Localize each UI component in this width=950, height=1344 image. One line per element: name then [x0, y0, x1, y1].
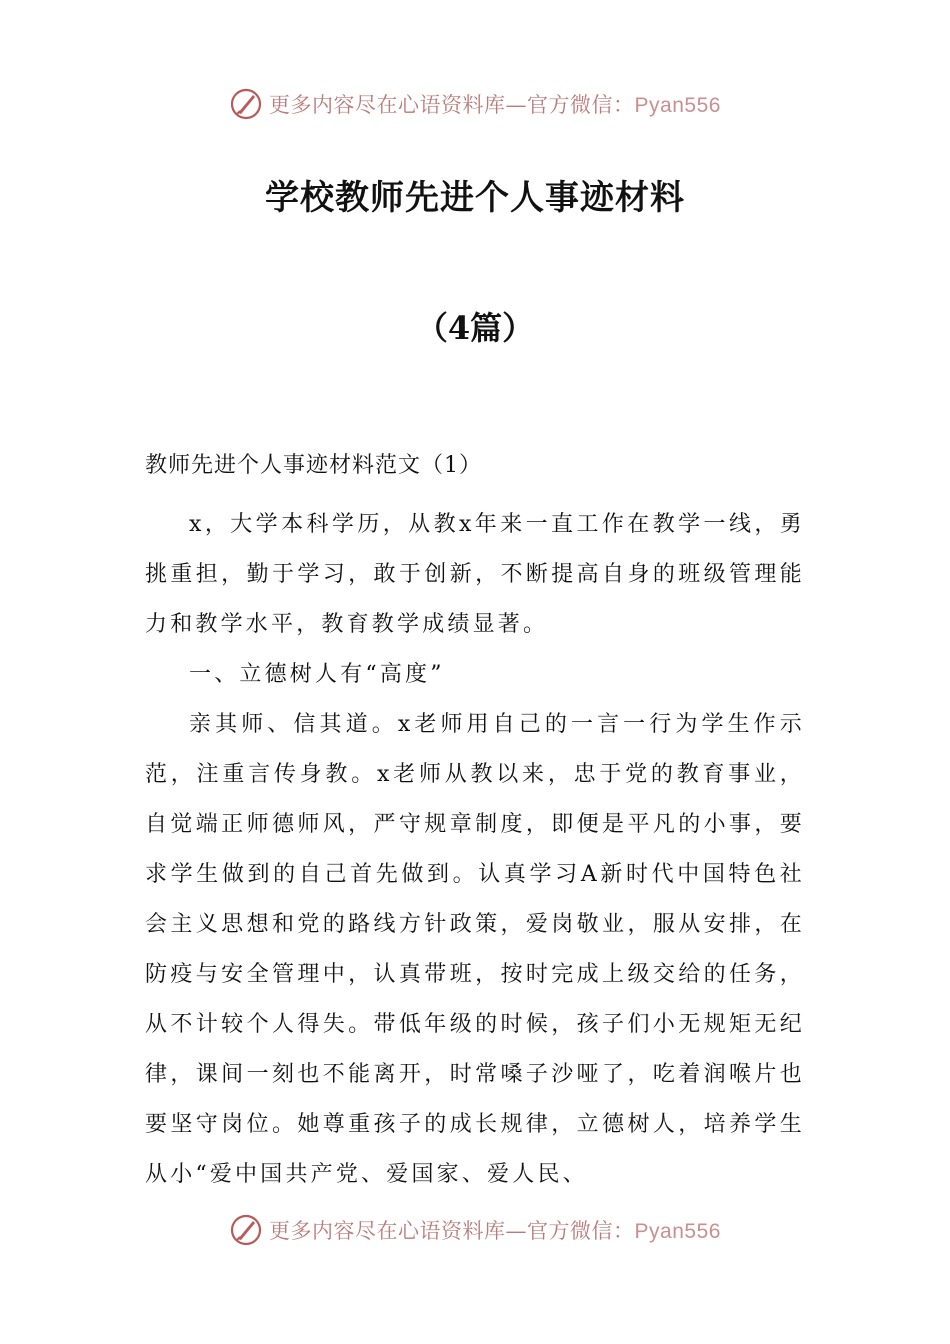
document-body — [145, 450, 805, 1200]
watermark-text: 更多内容尽在心语资料库—官方微信： — [269, 1219, 635, 1243]
watermark-text: 更多内容尽在心语资料库—官方微信： — [269, 93, 635, 117]
watermark-wechat-id: Pyan556 — [634, 1220, 721, 1243]
paragraph-intro: x，大学本科学历，从教x年来一直工作在教学一线，勇挑重担，勤于学习，敢于创新，不断提高自身的班级管理能力和教学水平，教育教学成绩显著。 — [145, 512, 805, 637]
document-subtitle: （4篇） — [415, 309, 535, 347]
watermark-footer — [0, 1208, 950, 1252]
quill-logo-icon — [229, 1213, 263, 1247]
quill-logo-icon — [229, 87, 263, 121]
document-title: 学校教师先进个人事迹材料 — [265, 178, 685, 218]
watermark-wechat-id: Pyan556 — [634, 94, 721, 117]
paragraph-subheading: 一、立德树人有“高度” — [189, 662, 445, 687]
paragraph-body: 亲其师、信其道。x老师用自己的一言一行为学生作示范，注重言传身教。x老师从教以来，忠于党的教育事业，自觉端正师德师风，严守规章制度，即便是平凡的小事，要求学生做到的自己首先做到。认真学习A新时代中国特色社会主义思想和党的路线方针政策，爱岗敬业，服从安排，在防疫与安全管理中，认真带班，按时完成上级交给的任务，从不计较个人得失。带低年级的时候，孩子们小无规矩无纪律，课间一刻也不能离开，时常嗓子沙哑了，吃着润喉片也要坚守岗位。她尊重孩子的成长规律，立德树人，培养学生从小“爱中国共产党、爱国家、爱人民、 — [145, 712, 805, 1187]
watermark-header — [0, 82, 950, 126]
section-heading: 教师先进个人事迹材料范文（1） — [145, 453, 482, 478]
